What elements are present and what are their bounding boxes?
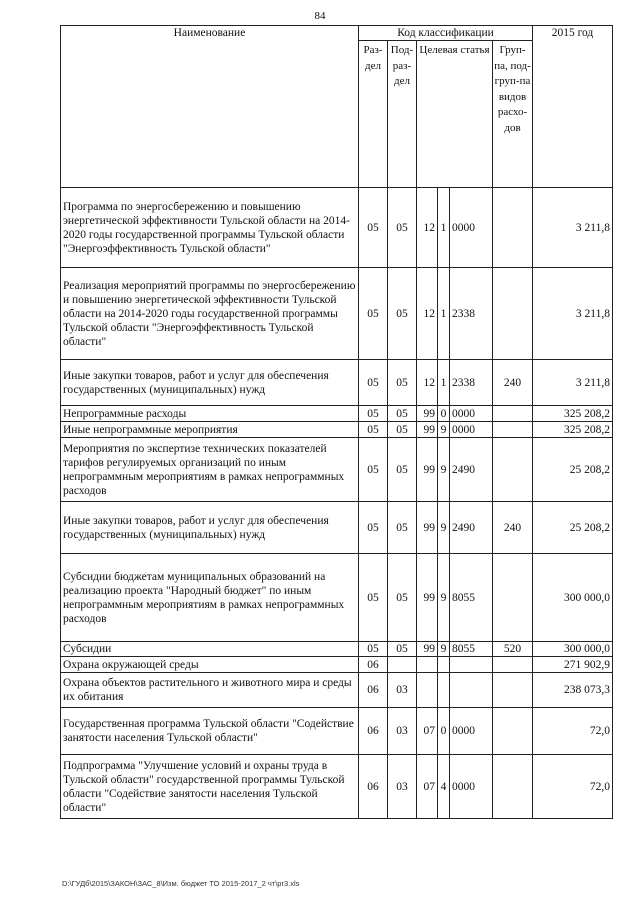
- row-razdel: 05: [359, 422, 388, 438]
- row-target-program: 99: [417, 502, 438, 554]
- row-razdel: 05: [359, 642, 388, 657]
- table-row: [61, 188, 613, 268]
- row-sum-2015: 300 000,0: [533, 642, 613, 657]
- row-expense-group: [493, 554, 533, 642]
- row-expense-group: [493, 657, 533, 673]
- row-podrazdel: [388, 657, 417, 673]
- row-target-program: 12: [417, 188, 438, 268]
- row-name: Мероприятия по экспертизе технических показателей тарифов регулируемых организаций по иным непрограммным мероприятиям в рамках непрограммных расходов: [61, 438, 359, 502]
- row-target-direction: 2338: [450, 360, 493, 406]
- row-target-subprogram: 1: [438, 268, 450, 360]
- row-name: Непрограммные расходы: [61, 406, 359, 422]
- table-row: [61, 554, 613, 642]
- row-target-subprogram: 0: [438, 708, 450, 755]
- row-target-subprogram: 9: [438, 422, 450, 438]
- row-target-program: 99: [417, 554, 438, 642]
- row-razdel: 05: [359, 188, 388, 268]
- row-name: Охрана объектов растительного и животного мира и среды их обитания: [61, 673, 359, 708]
- row-target-direction: 2490: [450, 502, 493, 554]
- row-razdel: 06: [359, 657, 388, 673]
- row-target-direction: 0000: [450, 422, 493, 438]
- table-row: [61, 657, 613, 673]
- row-expense-group: [493, 673, 533, 708]
- row-target-direction: [450, 673, 493, 708]
- row-target-subprogram: 4: [438, 755, 450, 819]
- row-target-subprogram: 9: [438, 554, 450, 642]
- row-sum-2015: 271 902,9: [533, 657, 613, 673]
- row-podrazdel: 03: [388, 755, 417, 819]
- row-podrazdel: 03: [388, 673, 417, 708]
- row-sum-2015: 3 211,8: [533, 360, 613, 406]
- row-razdel: 06: [359, 708, 388, 755]
- row-target-direction: 0000: [450, 188, 493, 268]
- row-name: Иные непрограммные мероприятия: [61, 422, 359, 438]
- row-target-direction: 8055: [450, 554, 493, 642]
- row-target-subprogram: 9: [438, 502, 450, 554]
- row-podrazdel: 05: [388, 554, 417, 642]
- row-razdel: 06: [359, 755, 388, 819]
- row-razdel: 05: [359, 406, 388, 422]
- table-row: [61, 708, 613, 755]
- row-razdel: 05: [359, 438, 388, 502]
- row-target-direction: [450, 657, 493, 673]
- row-sum-2015: 25 208,2: [533, 438, 613, 502]
- row-target-direction: 2338: [450, 268, 493, 360]
- row-sum-2015: 325 208,2: [533, 422, 613, 438]
- header-group: Груп-па, под-груп-па видов расхо-дов: [493, 41, 533, 188]
- row-sum-2015: 325 208,2: [533, 406, 613, 422]
- row-expense-group: [493, 406, 533, 422]
- row-expense-group: 240: [493, 360, 533, 406]
- row-expense-group: [493, 708, 533, 755]
- row-sum-2015: 3 211,8: [533, 268, 613, 360]
- table-row: [61, 268, 613, 360]
- row-expense-group: [493, 422, 533, 438]
- row-podrazdel: 05: [388, 188, 417, 268]
- row-razdel: 05: [359, 554, 388, 642]
- header-target: Целевая статья: [417, 41, 493, 188]
- row-name: Иные закупки товаров, работ и услуг для обеспечения государственных (муниципальных) нужд: [61, 360, 359, 406]
- row-target-program: 12: [417, 268, 438, 360]
- row-name: Охрана окружающей среды: [61, 657, 359, 673]
- row-target-program: [417, 657, 438, 673]
- row-name: Государственная программа Тульской области "Содействие занятости населения Тульской области": [61, 708, 359, 755]
- row-target-direction: 2490: [450, 438, 493, 502]
- row-podrazdel: 05: [388, 360, 417, 406]
- row-name: Реализация мероприятий программы по энергосбережению и повышению энергетической эффективности Тульской области на 2014-2020 годы государственной программы Тульской области "Энергоэффективность Тульской области": [61, 268, 359, 360]
- row-name: Субсидии: [61, 642, 359, 657]
- row-target-direction: 0000: [450, 755, 493, 819]
- table-row: [61, 642, 613, 657]
- row-target-subprogram: [438, 657, 450, 673]
- row-sum-2015: 300 000,0: [533, 554, 613, 642]
- row-target-program: 99: [417, 422, 438, 438]
- row-name: Подпрограмма "Улучшение условий и охраны труда в Тульской области" государственной программы Тульской области "Содействие занятости населения Тульской области": [61, 755, 359, 819]
- row-target-program: 99: [417, 406, 438, 422]
- table-row: [61, 406, 613, 422]
- row-target-program: [417, 673, 438, 708]
- row-target-subprogram: 9: [438, 438, 450, 502]
- table-row: [61, 673, 613, 708]
- row-target-subprogram: 1: [438, 188, 450, 268]
- row-name: Программа по энергосбережению и повышению энергетической эффективности Тульской области на 2014-2020 годы государственной программы Тульской области "Энергоэффективность Тульской области": [61, 188, 359, 268]
- row-podrazdel: 05: [388, 268, 417, 360]
- row-target-program: 07: [417, 708, 438, 755]
- row-sum-2015: 238 073,3: [533, 673, 613, 708]
- row-podrazdel: 05: [388, 438, 417, 502]
- row-name: Иные закупки товаров, работ и услуг для обеспечения государственных (муниципальных) нужд: [61, 502, 359, 554]
- row-sum-2015: 25 208,2: [533, 502, 613, 554]
- file-path-footer: D:\ГУДб\2015\ЗАКОН\ЗАС_8\Изм. бюджет ТО 2015-2017_2 чт\pr3.xls: [62, 879, 300, 888]
- table-row: [61, 502, 613, 554]
- header-podrazdel: Под-раз-дел: [388, 41, 417, 188]
- row-target-subprogram: 9: [438, 642, 450, 657]
- row-razdel: 05: [359, 268, 388, 360]
- row-razdel: 05: [359, 502, 388, 554]
- row-sum-2015: 3 211,8: [533, 188, 613, 268]
- header-razdel: Раз-дел: [359, 41, 388, 188]
- row-expense-group: [493, 268, 533, 360]
- row-expense-group: [493, 755, 533, 819]
- header-classification: Код классификации: [359, 26, 533, 41]
- table-row: [61, 422, 613, 438]
- table-row: [61, 360, 613, 406]
- table-row: [61, 438, 613, 502]
- row-podrazdel: 03: [388, 708, 417, 755]
- row-podrazdel: 05: [388, 642, 417, 657]
- row-target-program: 99: [417, 642, 438, 657]
- row-target-direction: 0000: [450, 708, 493, 755]
- row-target-direction: 8055: [450, 642, 493, 657]
- row-target-program: 07: [417, 755, 438, 819]
- row-razdel: 06: [359, 673, 388, 708]
- header-year: 2015 год: [533, 26, 613, 188]
- row-expense-group: 520: [493, 642, 533, 657]
- row-target-program: 99: [417, 438, 438, 502]
- row-sum-2015: 72,0: [533, 708, 613, 755]
- budget-table: [60, 25, 613, 819]
- row-podrazdel: 05: [388, 502, 417, 554]
- page-number: 84: [314, 10, 326, 22]
- row-razdel: 05: [359, 360, 388, 406]
- row-target-program: 12: [417, 360, 438, 406]
- header-row-top: [61, 26, 613, 41]
- row-target-subprogram: 0: [438, 406, 450, 422]
- row-name: Субсидии бюджетам муниципальных образований на реализацию проекта "Народный бюджет" по иным непрограммным мероприятиям в рамках непрограммных расходов: [61, 554, 359, 642]
- row-target-subprogram: [438, 673, 450, 708]
- table-row: [61, 755, 613, 819]
- row-sum-2015: 72,0: [533, 755, 613, 819]
- row-target-subprogram: 1: [438, 360, 450, 406]
- header-name: Наименование: [61, 26, 359, 188]
- row-expense-group: [493, 188, 533, 268]
- row-expense-group: [493, 438, 533, 502]
- row-podrazdel: 05: [388, 406, 417, 422]
- row-podrazdel: 05: [388, 422, 417, 438]
- row-expense-group: 240: [493, 502, 533, 554]
- row-target-direction: 0000: [450, 406, 493, 422]
